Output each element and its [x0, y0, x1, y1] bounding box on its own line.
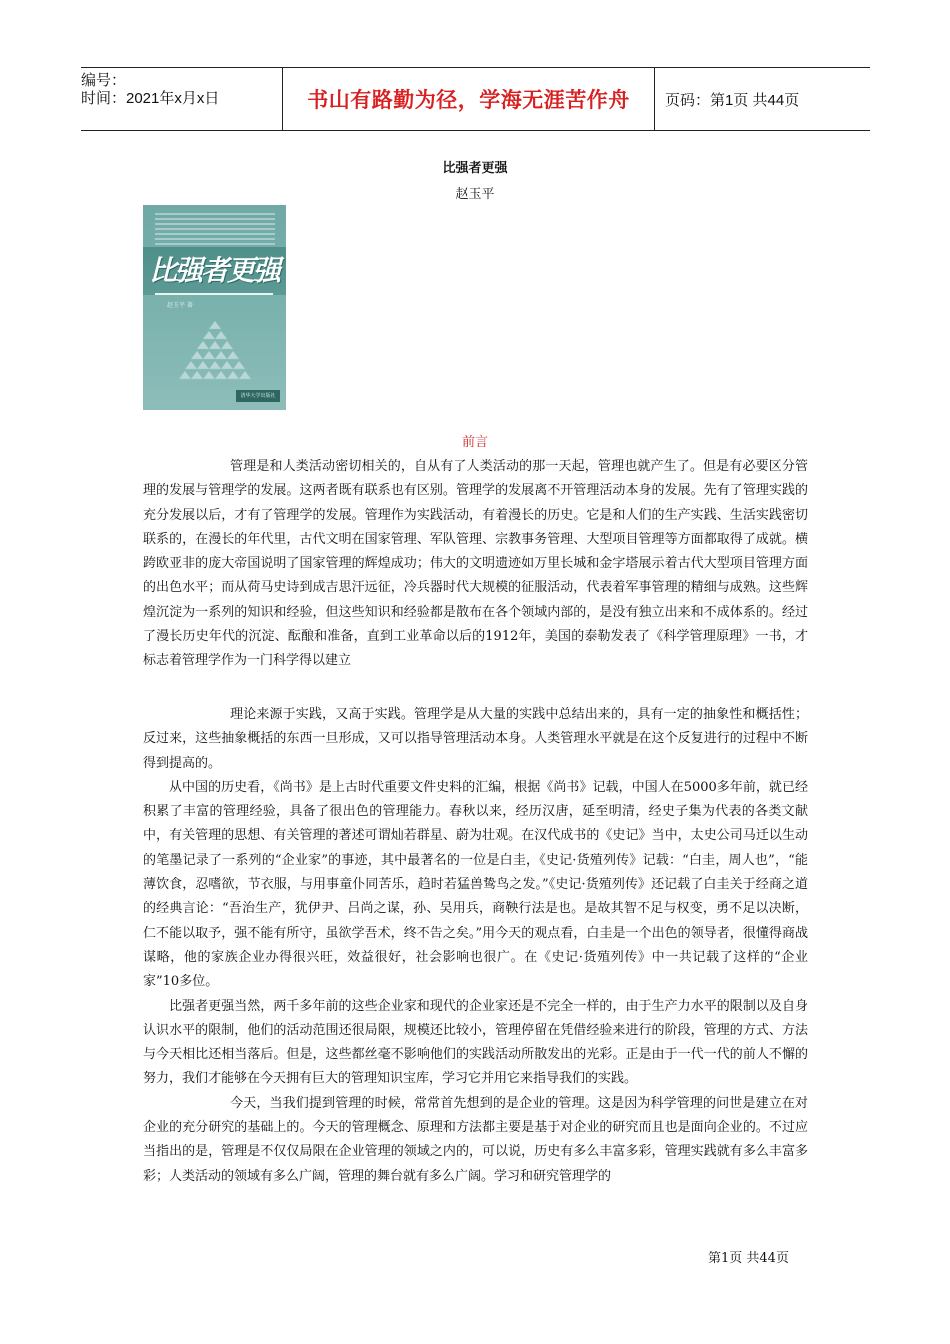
document-number-label: 编号： — [81, 72, 127, 89]
cover-title: 比强者更强 — [149, 254, 280, 287]
header-meta-cell — [81, 68, 282, 130]
preface-paragraph: 从中国的历史看，《尚书》是上古时代重要文件史料的汇编，根据《尚书》记载，中国人在5000多年前，就已经积累了丰富的管理经验，具备了很出色的管理能力。春秋以来，经历汉唐，延至明清，经史子集为代表的各类文献中，有关管理的思想、有关管理的著述可谓灿若群星、蔚为壮观。在汉代成书的《史记》当中，太史公司马迁以生动的笔墨记录了一系列的“企业家”的事迹，其中最著名的一位是白圭，《史记·货殖列传》记载：“白圭，周人也”，“能薄饮食，忍嗜欲，节衣服，与用事童仆同苦乐，趋时若猛兽鸷鸟之发。”《史记·货殖列传》还记载了白圭关于经商之道的经典言论：“吾治生产，犹伊尹、吕尚之谋，孙、吴用兵，商鞅行法是也。是故其智不足与权变，勇不足以决断，仁不能以取予，强不能有所守，虽欲学吾术，终不告之矣。”用今天的观点看，白圭是一个出色的领导者，很懂得商战谋略，他的家族企业办得很兴旺，效益很好，社会影响也很广。在《史记·货殖列传》中一共记载了这样的“企业家”10多位。 — [143, 779, 808, 990]
cover-blurb-text — [155, 213, 275, 247]
preface-heading: 前言 — [461, 435, 488, 450]
preface-paragraph: 今天，当我们提到管理的时候，常常首先想到的是企业的管理。这是因为科学管理的问世是建立在对企业的充分研究的基础上的。今天的管理概念、原理和方法都主要是基于对企业的研究而且也是面向企业的。不过应当指出的是，管理是不仅仅局限在企业管理的领域之内的，可以说，历史有多么丰富多彩，管理实践就有多么丰富多彩；人类活动的领域有多么广阔，管理的舞台就有多么广阔。学习和研究管理学的 — [143, 1095, 808, 1184]
preface-block-1 — [143, 455, 808, 674]
document-title: 比强者更强 — [442, 161, 508, 176]
header-motto: 书山有路勤为径，学海无涯苦作舟 — [282, 68, 655, 130]
cover-publisher: 清华大学出版社 — [236, 390, 280, 402]
cover-author: 赵玉平 著 — [167, 302, 193, 309]
preface-block-2 — [143, 703, 808, 1189]
header-table — [81, 67, 870, 131]
cover-title-underline — [155, 293, 273, 295]
preface-paragraph: 管理是和人类活动密切相关的，自从有了人类活动的那一天起，管理也就产生了。但是有必要区分管理的发展与管理学的发展。这两者既有联系也有区别。管理学的发展离不开管理活动本身的发展。先有了管理实践的充分发展以后，才有了管理学的发展。管理作为实践活动，有着漫长的历史。它是和人们的生产实践、生活实践密切联系的，在漫长的年代里，古代文明在国家管理、军队管理、宗教事务管理、大型项目管理等方面都取得了成就。横跨欧亚非的庞大帝国说明了国家管理的辉煌成功；伟大的文明遗迹如万里长城和金字塔展示着古代大型项目管理方面的出色水平；而从荷马史诗到成吉思汗远征，冷兵器时代大规模的征服活动，代表着军事管理的精细与成熟。这些辉煌沉淀为一系列的知识和经验，但这些知识和经验都是散布在各个领域内部的，是没有独立出来和不成体系的。经过了漫长历史年代的沉淀、酝酿和准备，直到工业革命以后的1912年，美国的泰勒发表了《科学管理原理》一书，才标志着管理学作为一门科学得以建立 — [143, 459, 808, 669]
book-cover-image — [143, 205, 286, 410]
document-author: 赵玉平 — [455, 187, 495, 202]
cover-triangle-pattern — [173, 315, 258, 385]
footer-page-number: 第1页 共44页 — [708, 1251, 789, 1266]
document-time-label: 时间：2021年x月x日 — [81, 90, 220, 107]
preface-paragraph: 理论来源于实践，又高于实践。管理学是从大量的实践中总结出来的，具有一定的抽象性和概括性；反过来，这些抽象概括的东西一旦形成，又可以指导管理活动本身。人类管理水平就是在这个反复进行的过程中不断得到提高的。 — [143, 707, 808, 771]
header-page-number: 页码：第1页 共44页 — [665, 91, 800, 109]
preface-paragraph: 比强者更强当然，两千多年前的这些企业家和现代的企业家还是不完全一样的，由于生产力水平的限制以及自身认识水平的限制，他们的活动范围还很局限，规模还比较小，管理停留在凭借经验来进行的阶段，管理的方式、方法与今天相比还相当落后。但是，这些都丝毫不影响他们的实践活动所散发出的光彩。正是由于一代一代的前人不懈的努力，我们才能够在今天拥有巨大的管理知识宝库，学习它并用它来指导我们的实践。 — [143, 998, 808, 1087]
